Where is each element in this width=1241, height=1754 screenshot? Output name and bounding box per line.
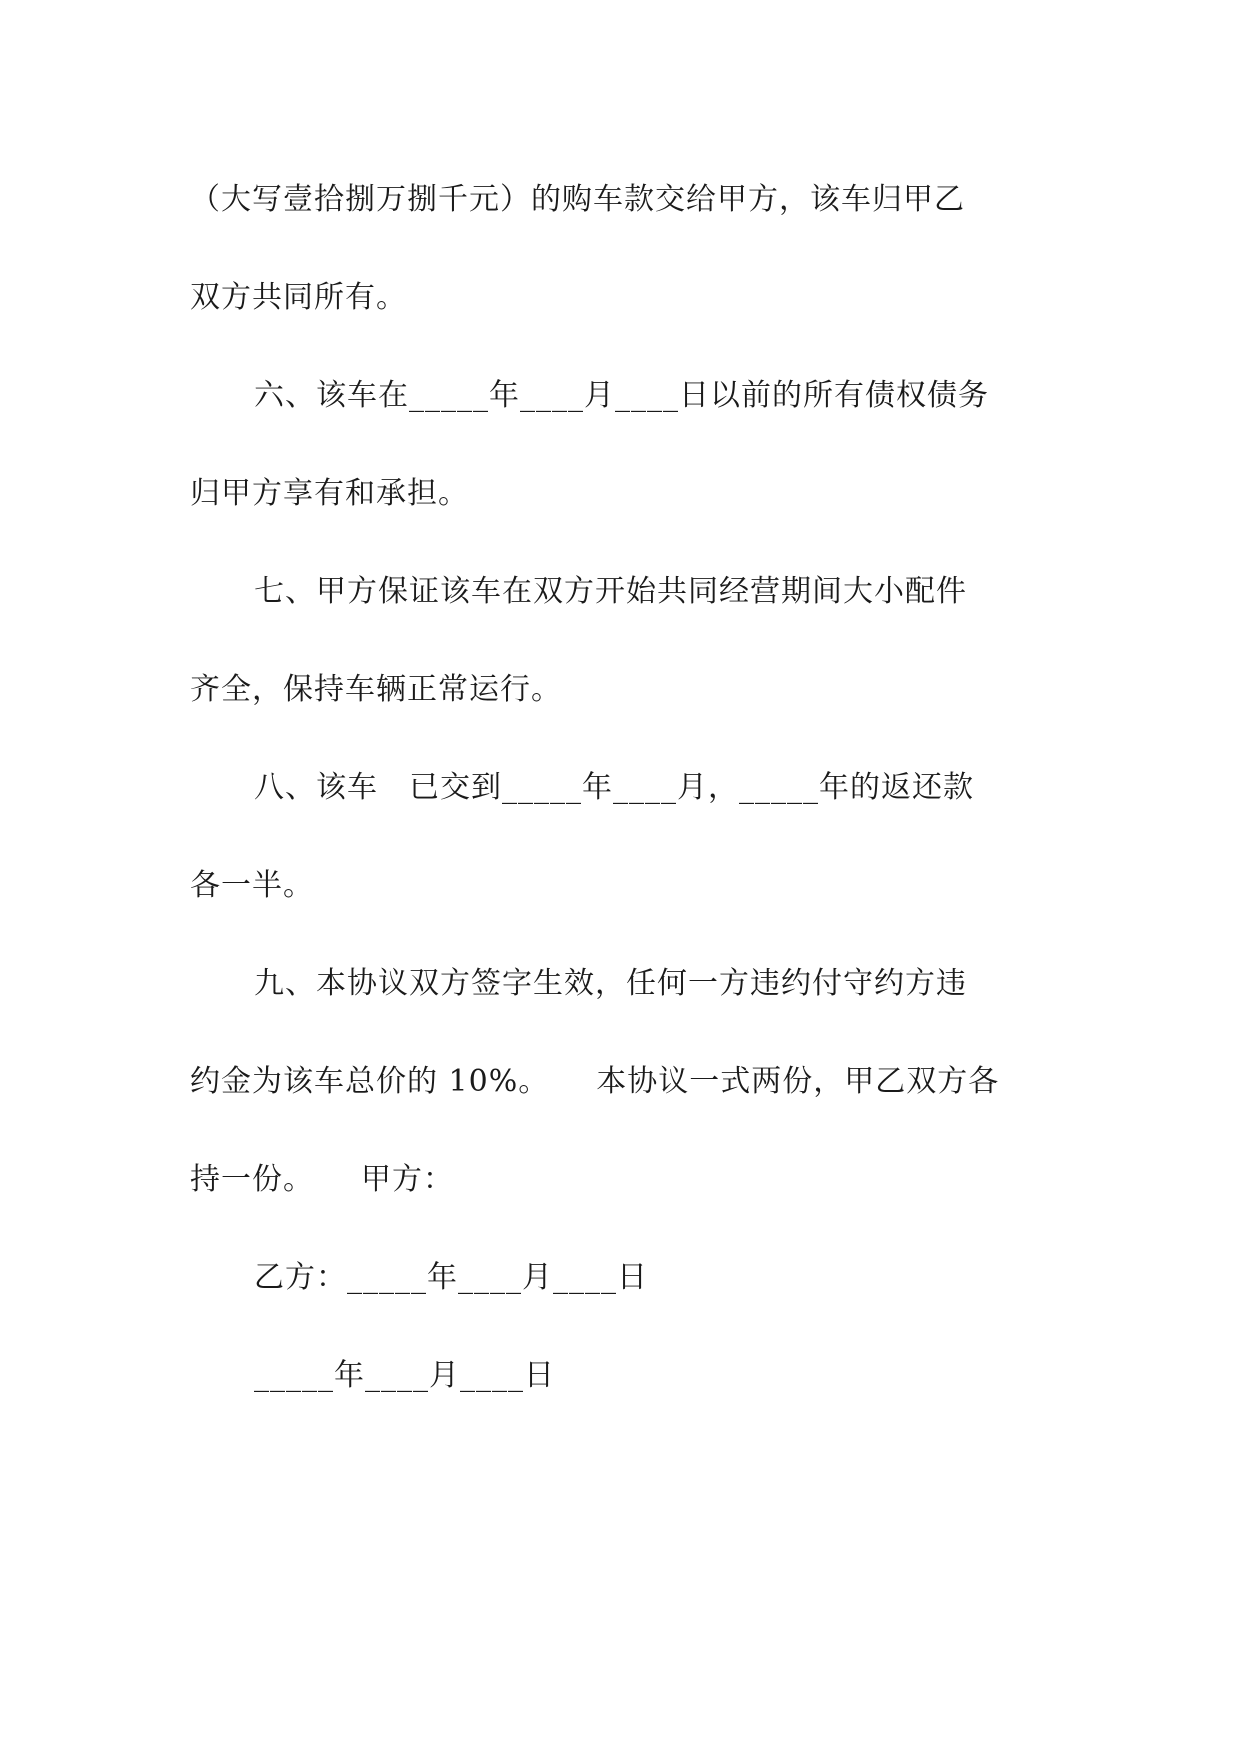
paragraph-line: 齐全，保持车辆正常运行。 [190,672,562,707]
paragraph-line: （大写壹拾捌万捌千元）的购车款交给甲方，该车归甲乙 [190,182,965,217]
clause-eight-line: 八、该车 已交到_____年____月，_____年的返还款 [254,770,974,805]
clause-nine-line: 九、本协议双方签字生效，任何一方违约付守约方违 [254,966,967,1001]
paragraph-line: 双方共同所有。 [190,280,407,315]
party-a-signature-line: 持一份。 甲方： [190,1162,454,1197]
date-line: _____年____月____日 [254,1358,555,1393]
paragraph-line: 各一半。 [190,868,314,903]
clause-six-line: 六、该车在_____年____月____日以前的所有债权债务 [254,378,989,413]
clause-seven-line: 七、甲方保证该车在双方开始共同经营期间大小配件 [254,574,967,609]
paragraph-line: 约金为该车总价的 10%。 本协议一式两份，甲乙双方各 [190,1064,1000,1099]
party-b-signature-line: 乙方：_____年____月____日 [254,1260,648,1295]
paragraph-line: 归甲方享有和承担。 [190,476,469,511]
